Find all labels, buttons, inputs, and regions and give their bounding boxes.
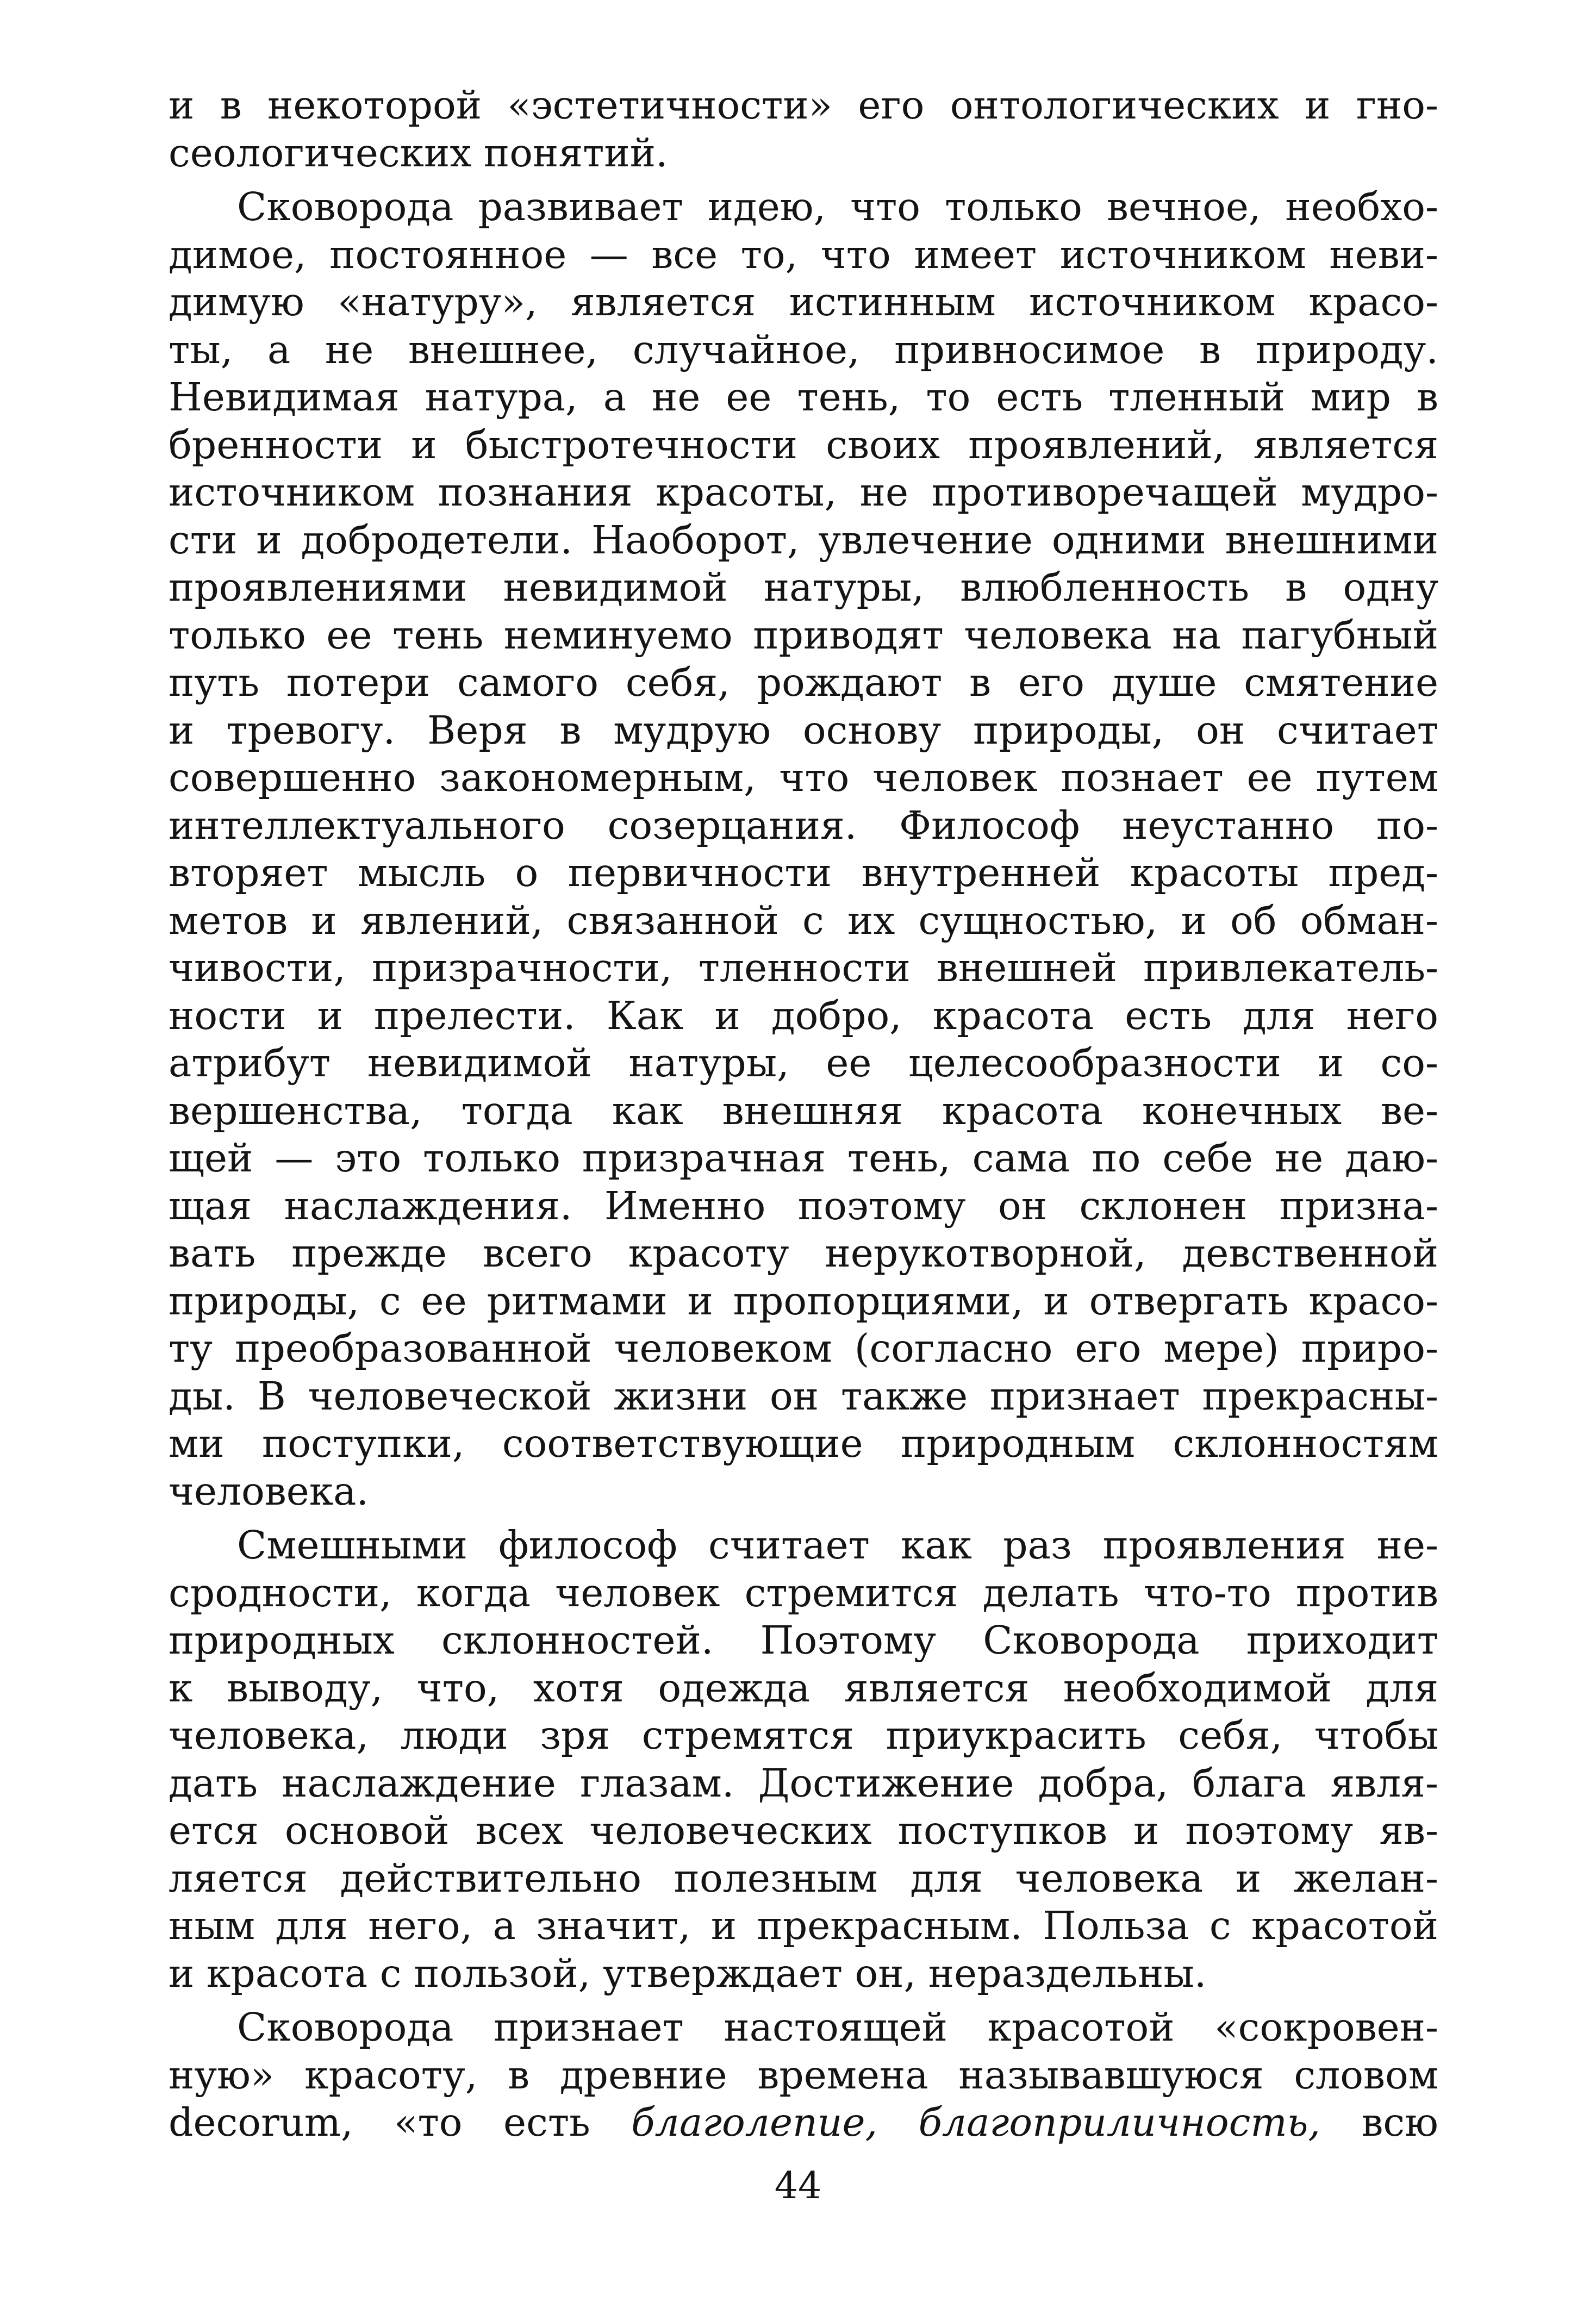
text-line: Сковорода развивает идею, что только вечное, необхо- bbox=[237, 184, 1438, 229]
text-line: чивости, призрачности, тленности внешней привлекатель- bbox=[169, 945, 1438, 990]
text-line: путь потери самого себя, рождают в его душе смятение bbox=[169, 660, 1438, 705]
text-line: человека, люди зря стремятся приукрасить себя, чтобы bbox=[169, 1713, 1438, 1758]
text-line: ную» красоту, в древние времена называвшуюся словом bbox=[169, 2052, 1438, 2098]
text-line: сродности, когда человек стремится делать что-то против bbox=[169, 1570, 1438, 1616]
paragraph-1 bbox=[169, 82, 1438, 177]
text-line: интеллектуального созерцания. Философ неустанно по- bbox=[169, 802, 1438, 848]
text-line: проявлениями невидимой натуры, влюбленность в одну bbox=[169, 565, 1438, 610]
text-line: природы, с ее ритмами и пропорциями, и отвергать красо- bbox=[169, 1278, 1438, 1324]
text-line: ды. В человеческой жизни он также признает прекрасны- bbox=[169, 1373, 1438, 1419]
text-line: вторяет мысль о первичности внутренней красоты пред- bbox=[169, 850, 1438, 895]
text-line: ту преобразованной человеком (согласно его мере) приро- bbox=[169, 1326, 1438, 1371]
paragraph-2 bbox=[169, 183, 1438, 1515]
text-line: димое, постоянное — все то, что имеет источником неви- bbox=[169, 232, 1438, 277]
text-line: ми поступки, соответствующие природным склонностям bbox=[169, 1421, 1438, 1466]
text-line: к выводу, что, хотя одежда является необходимой для bbox=[169, 1665, 1438, 1711]
text-line: ляется действительно полезным для человека и желан- bbox=[169, 1855, 1438, 1901]
page-number: 44 bbox=[774, 2165, 822, 2207]
text-line: Сковорода признает настоящей красотой «сокровен- bbox=[237, 2005, 1438, 2050]
text-line: ным для него, а значит, и прекрасным. Польза с красотой bbox=[169, 1903, 1438, 1948]
text-line: сеологических понятий. bbox=[169, 130, 668, 176]
text-line: метов и явлений, связанной с их сущностью, и об обман- bbox=[169, 897, 1438, 943]
text-line: бренности и быстротечности своих проявлений, является bbox=[169, 422, 1438, 467]
text-line: и в некоторой «эстетичности» его онтологических и гно- bbox=[169, 83, 1438, 128]
text-line: природных склонностей. Поэтому Сковорода приходит bbox=[169, 1618, 1438, 1663]
text-line: источником познания красоты, не противоречащей мудро- bbox=[169, 470, 1438, 515]
text-line: вать прежде всего красоту нерукотворной, девственной bbox=[169, 1231, 1438, 1276]
text-line: атрибут невидимой натуры, ее целесообразности и со- bbox=[169, 1040, 1438, 1086]
text-line: ется основой всех человеческих поступков и поэтому яв- bbox=[169, 1808, 1438, 1853]
page-body bbox=[169, 82, 1438, 2147]
text-run: decorum, «то есть bbox=[169, 2100, 632, 2145]
text-run: всю bbox=[1320, 2100, 1438, 2145]
text-line: совершенно закономерным, что человек познает ее путем bbox=[169, 755, 1438, 800]
paragraph-3 bbox=[169, 1521, 1438, 1997]
text-line: ты, а не внешнее, случайное, привносимое в природу. bbox=[169, 327, 1438, 372]
text-line: только ее тень неминуемо приводят человека на пагубный bbox=[169, 612, 1438, 658]
text-line: сти и добродетели. Наоборот, увлечение одними внешними bbox=[169, 517, 1438, 563]
text-line: ности и прелести. Как и добро, красота есть для него bbox=[169, 993, 1438, 1038]
text-line: вершенства, тогда как внешняя красота конечных ве- bbox=[169, 1088, 1438, 1133]
text-line: щей — это только призрачная тень, сама по себе не даю- bbox=[169, 1136, 1438, 1181]
text-line: димую «натуру», является истинным источником красо- bbox=[169, 279, 1438, 325]
text-line: человека. bbox=[169, 1468, 369, 1514]
text-line: и красота с пользой, утверждает он, нераздельны. bbox=[169, 1950, 1207, 1996]
text-line-final bbox=[169, 2099, 1438, 2147]
text-line: дать наслаждение глазам. Достижение добра, блага явля- bbox=[169, 1760, 1438, 1806]
italic-text-run: благолепие, благоприличность, bbox=[631, 2100, 1320, 2145]
text-line: и тревогу. Веря в мудрую основу природы, он считает bbox=[169, 707, 1438, 753]
text-line: Смешными философ считает как раз проявления не- bbox=[237, 1523, 1438, 1568]
text-line: Невидимая натура, а не ее тень, то есть тленный мир в bbox=[169, 375, 1438, 420]
text-line: щая наслаждения. Именно поэтому он склонен призна- bbox=[169, 1183, 1438, 1228]
paragraph-4 bbox=[169, 2004, 1438, 2147]
